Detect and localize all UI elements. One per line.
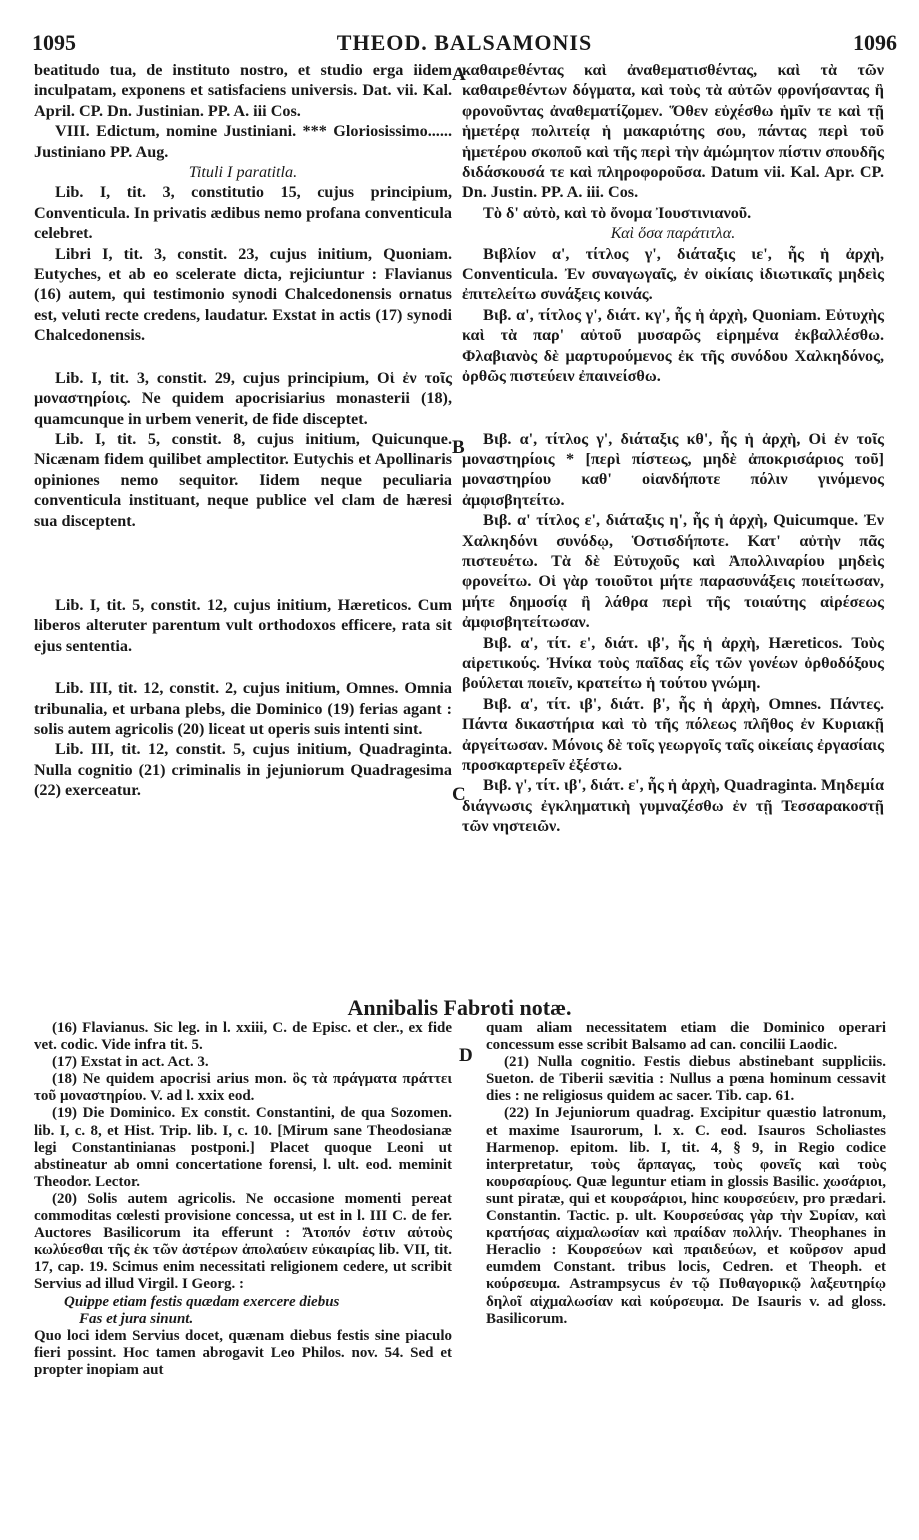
running-title: THEOD. BALSAMONIS	[336, 30, 593, 55]
note: Quo loci idem Servius docet, quænam diebus festis sine piaculo fieri possint. Hoc tamen abrogavit Leo Philos. nov. 54. Sed et propter inopiam aut	[34, 1327, 452, 1378]
margin-letter-a: A	[452, 64, 466, 85]
note: (19) Die Dominico. Ex constit. Constantini, de qua Sozomen. lib. I, c. 8, et Hist. Trip. lib. I, c. 10. [Mirum sane Theodosianæ legi Constantinianas postponi.] Placet quoque Leoni ut abstineatur ab omni concertatione forensi, l. ult. eod. meminit Theodor. Lector.	[34, 1105, 452, 1190]
greek-paragraph: Βιβ. α', τίτλος γ', διάτ. κγ', ἧς ἡ ἀρχὴ, Quoniam. Εὐτυχὴς καὶ τὰ παρ' αὐτοῦ μυσαρῶς εἰρημένα ἐκβαλλέσθω. Φλαβιανὸς δὲ μαρτυρούμενος ἐκ τῆς συνόδου Χαλκηδόνος, ὀρθῶς πιστεύειν ἐπαινείσθω.	[462, 305, 884, 386]
greek-paragraph: Βιβλίον α', τίτλος γ', διάταξις ιε', ἧς ἡ ἀρχὴ, Conventicula. Ἐν συναγωγαῖς, ἐν οἰκίαις ἰδιωτικαῖς μηδεὶς ἐπιτελείτω συνάξεις κοινάς.	[462, 244, 884, 304]
greek-paragraph: Βιβ. α', τίτ. ιβ', διάτ. β', ἧς ἡ ἀρχὴ, Omnes. Πάντες. Πάντα δικαστήρια καὶ τὸ τῆς πόλεως πλῆθος ἐν Κυριακῇ ἀργείτωσαν. Μόνοις δὲ τοῖς γεωργοῖς ταῖς οἰκείαις ἐργασίαις προσκαρτερεῖν ἐξέστω.	[462, 694, 884, 774]
notes-left-column	[34, 1020, 452, 1379]
latin-paragraph: VIII. Edictum, nomine Justiniani. *** Gloriosissimo...... Justiniano PP. Aug.	[34, 122, 452, 161]
latin-paragraph: beatitudo tua, de instituto nostro, et studio erga iidem inculpatam, exponens et satisfaciens universis. Dat. vii. Kal. April. CP. Dn. Justinian. PP. A. iii Cos.	[34, 61, 452, 120]
margin-letter-b: B	[452, 437, 465, 458]
greek-column	[462, 60, 884, 837]
notes-title: Annibalis Fabroti notæ.	[347, 995, 572, 1020]
page-number-left: 1095	[32, 30, 76, 55]
verse-line: Quippe etiam festis quædam exercere diebus	[64, 1293, 340, 1310]
greek-paragraph: Βιβ. α', τίτλος γ', διάταξις κθ', ἧς ἡ ἀρχὴ, Οἱ ἐν τοῖς μοναστηρίοις * [περὶ πίστεως, μηδὲ ἀποκρισάριος τοῦ] μοναστηρίου καθ' οἱανδήποτε πόλιν γινόμενος ἀμφισβητείτω.	[462, 429, 884, 509]
notes-right-column	[486, 1020, 886, 1328]
note: (17) Exstat in act. Act. 3.	[52, 1054, 209, 1071]
page-number-right: 1096	[853, 30, 897, 55]
greek-subheading: Καὶ ὅσα παράτιτλα.	[610, 224, 736, 243]
latin-subheading: Tituli I paratitla.	[188, 163, 298, 182]
note: (22) In Jejuniorum quadrag. Excipitur quæstio latronum, et maxime Isaurorum, l. x. C. eod. Isauros Scholiastes Harmenop. epitom. lib. I, tit. 4, § 9, in Regio codice interpretatur, τοὺς ἅρπαγας, τοὺς φονεῖς καὶ τοὺς κουρσαρίους. Quæ leguntur etiam in glossis Basilic. χωσάριοι, sunt piratæ, qui et κουρσάριοι, hinc κουρσεύειν, pro prædari. Constantin. Tactic. p. ult. Κουρσεύσας γὰρ τὴν Συρίαν, καὶ κρατήσας αἰχμαλωσίαν καὶ πραίδαν πολλήν. Theophanes in Heraclio : Κουρσεύων καὶ πραιδεύων, et κοῦρσον apud eumdem Constant. tribus locis, Cedren. et Theoph. et κούρσευμα. Astrampsycus ἐν τῷ Πυθαγορικῷ λαξευτηρίῳ δηλοῖ αἰχμαλωσίαν καὶ κούρσευμα. De Isauris v. ad gloss. Basilicorum.	[486, 1105, 886, 1327]
greek-paragraph: Βιβ. γ', τίτ. ιβ', διάτ. ε', ἧς ἡ ἀρχὴ, Quadraginta. Μηδεμία διάγνωσις ἐγκληματικὴ γυμναζέσθω ἐν τῇ Τεσσαρακοστῇ τῶν νηστειῶν.	[462, 776, 884, 836]
note: quam aliam necessitatem etiam die Dominico operari concessum esse scribit Balsamo ad can. concilii Laodic.	[486, 1020, 886, 1054]
verse-line: Fas et jura sinunt.	[79, 1310, 194, 1327]
note: (21) Nulla cognitio. Festis diebus abstinebant suppliciis. Sueton. de Tiberii sævitia : Nullus a pœna hominum cessavit dies : ne religiosus quidem ac sacer. Tib. cap. 61.	[486, 1054, 886, 1105]
greek-paragraph: Βιβ. α', τίτ. ε', διάτ. ιβ', ἧς ἡ ἀρχὴ, Hæreticos. Τοὺς αἱρετικούς. Ἠνίκα τοὺς παῖδας εἷς τῶν γονέων ὀρθοδόξους βούλεται ποιεῖν, κρατείτω ἡ τούτου γνώμη.	[462, 633, 884, 693]
latin-paragraph: Lib. I, tit. 5, constit. 8, cujus initium, Quicunque. Nicænam fidem quilibet amplectitor. Eutychis et Apollinaris opiniones nemo sequitor. Iidem neque peculiaria conventicula instituant, neque publice vel clam de hæresi sua disceptent.	[34, 429, 452, 530]
running-head	[32, 30, 897, 58]
greek-paragraph: Τὸ δ' αὐτὸ, καὶ τὸ ὄνομα Ἰουστινιανοῦ.	[483, 203, 752, 222]
note: (20) Solis autem agricolis. Ne occasione momenti pereat commoditas cœlesti provisione concessa, ut est in l. III C. de fer. Auctores Basilicorum ita efferunt : Ἄτοπόν ἐστιν αὐτοὺς κωλύεσθαι τῆς ἐκ τῶν ἀστέρων ἀπολαύειν εὐκαιρίας lib. VII, tit. 17, cap. 19. Scimus enim necessitati religionem cedere, ut scribit Servius ad illud Virgil. I Georg. :	[34, 1190, 452, 1293]
latin-paragraph: Libri I, tit. 3, constit. 23, cujus initium, Quoniam. Eutyches, et ab eo scelerate dicta, rejiciuntur : Flavianus (16) autem, qui testimonio synodi Chalcedonensis ornatus est, veluti recte credens, laudatur. Exstat in actis (17) synodi Chalcedonensis.	[34, 244, 452, 345]
margin-letter-d: D	[459, 1045, 473, 1066]
latin-paragraph: Lib. III, tit. 12, constit. 2, cujus initium, Omnes. Omnia tribunalia, et urbana plebs, die Dominico (19) ferias agant : solis autem agricolis (20) liceat ut operis suis intenti sint.	[34, 679, 452, 738]
greek-paragraph: καθαιρεθέντας καὶ ἀναθεματισθέντας, καὶ τὰ τῶν καθαιρεθέντων δόγματα, καὶ τοὺς τὰ αὐτῶν φρονήσαντας ἢ φρονοῦντας ἀναθεματίζομεν. Ὅθεν εὐχέσθω ἡμῖν τε καὶ τῇ ἡμετέρᾳ πολιτείᾳ ἡ μακαριότης σου, πάντας περὶ τοῦ ἡμετέρου σκοποῦ καὶ τῆς περὶ τὴν ἀμώμητον πίστιν σπουδῆς διδάσκουσά τε καὶ πληροφοροῦσα. Datum vii. Kal. Apr. CP. Dn. Justin. PP. A. iii. Cos.	[462, 61, 884, 202]
latin-paragraph: Lib. III, tit. 12, constit. 5, cujus initium, Quadraginta. Nulla cognitio (21) criminalis in jejuniorum Quadragesima (22) exerceatur.	[34, 740, 452, 800]
latin-column	[34, 60, 452, 801]
note: (16) Flavianus. Sic leg. in l. xxiii, C. de Episc. et cler., ex fide vet. codic. Vide infra tit. 5.	[34, 1020, 452, 1054]
margin-letter-c: C	[452, 784, 466, 805]
latin-paragraph: Lib. I, tit. 3, constit. 29, cujus principium, Οἱ ἐν τοῖς μοναστηρίοις. Ne quidem apocrisiarius monasterii (18), quamcunque in urbem venerit, de fide disceptet.	[34, 368, 452, 428]
note: (18) Ne quidem apocrisi arius mon. ὃς τὰ πράγματα πράττει τοῦ μοναστηρίου. V. ad l. xxix eod.	[34, 1071, 452, 1105]
latin-paragraph: Lib. I, tit. 5, constit. 12, cujus initium, Hæreticos. Cum liberos alteruter parentum vult orthodoxos efficere, rata sit ejus sententia.	[34, 595, 452, 655]
greek-paragraph: Βιβ. α' τίτλος ε', διάταξις η', ἧς ἡ ἀρχὴ, Quicumque. Ἐν Χαλκηδόνι συνόδῳ, Ὁστισδήποτε. Κατ' αὐτὴν πᾶς πιστευέτω. Τὰ δὲ Εὐτυχοῦς καὶ Ἀπολλιναρίου μηδεὶς φρονείτω. Οἱ γὰρ τοιοῦτοι μήτε παρασυνάξεις ποιείτωσαν, μήτε δημοσίᾳ ἢ λάθρα περὶ τῆς τοιαύτης αἱρέσεως ἀμφισβητείτωσαν.	[462, 511, 884, 632]
latin-paragraph: Lib. I, tit. 3, constitutio 15, cujus principium, Conventicula. In privatis ædibus nemo profana conventicula celebret.	[34, 183, 452, 243]
